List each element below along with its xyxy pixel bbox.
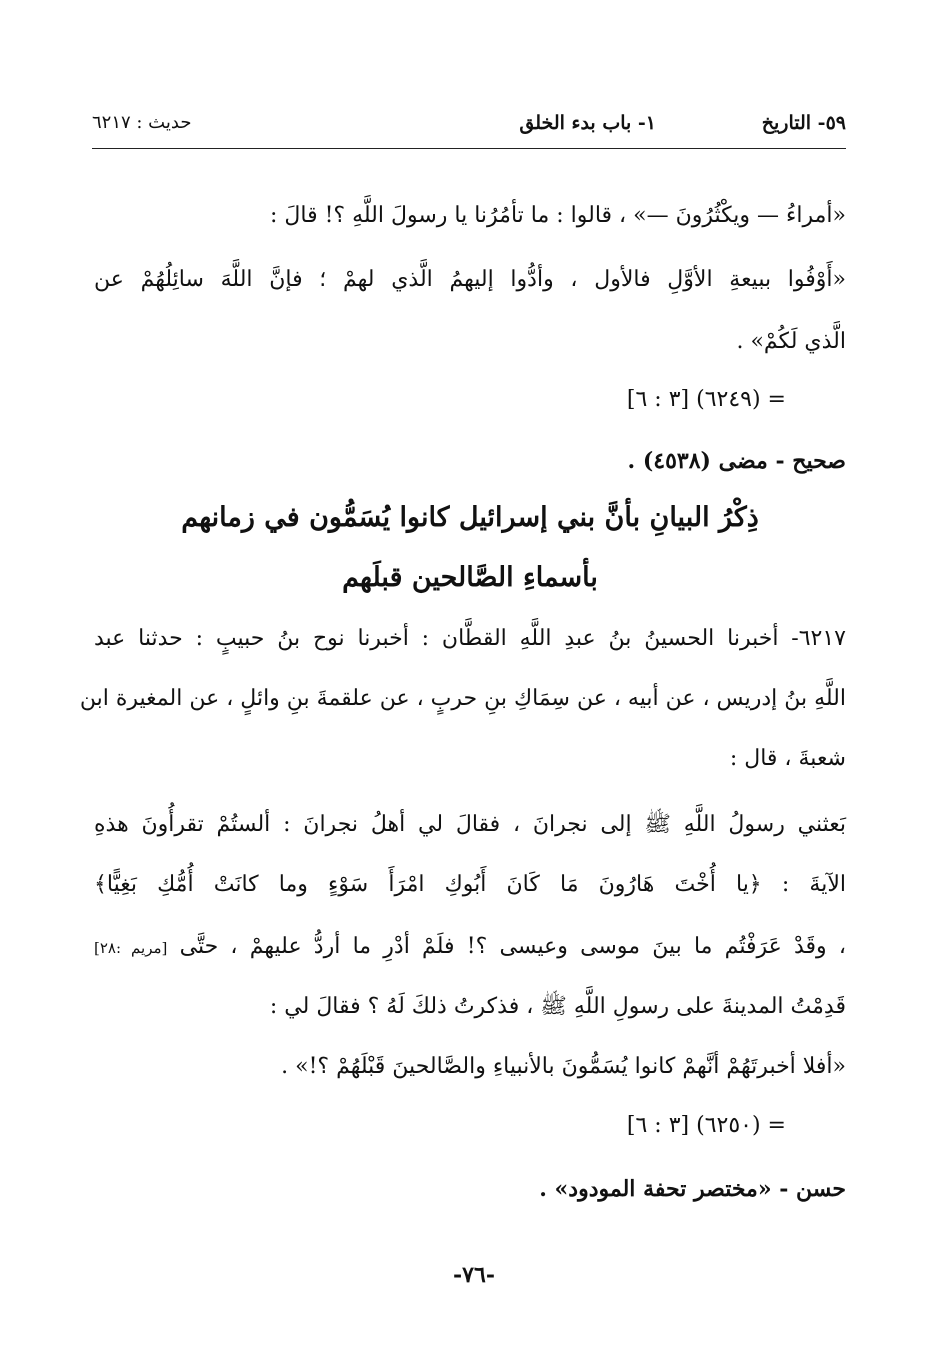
- matn-line: الآيةَ : ﴿يا أُخْتَ هَارُونَ مَا كَانَ أَبُوكِ امْرَأَ سَوْءٍ وما كانَتْ أُمُّكِ بَغِيًّا﴾: [94, 872, 846, 897]
- header-rule: [92, 148, 846, 149]
- header-chapter: ٥٩- التاريخ: [761, 112, 846, 134]
- page-number: -٧٦-: [453, 1262, 495, 1288]
- grading: صحيح - مضى (٤٥٣٨) .: [627, 448, 846, 474]
- matn-line: قَدِمْتُ المدينةَ على رسولِ اللَّهِ ﷺ ، فذكرتُ ذلكَ لَهُ ؟ فقالَ لي :: [269, 994, 846, 1019]
- header-section: ١- باب بدء الخلق: [519, 112, 656, 134]
- chapter-heading-line1: ذِكْرُ البيانِ بأنَّ بني إسرائيل كانوا يُسَمُّون في زمانهم: [181, 502, 759, 533]
- matn-line: [94, 931, 846, 964]
- matn-line: بَعثني رسولُ اللَّهِ ﷺ إلى نجرانَ ، فقالَ لي أهلُ نجرانَ : ألستُمْ تقرأُونَ هذهِ: [94, 812, 846, 837]
- header-hadith-ref: حديث : ٦٢١٧: [92, 112, 192, 133]
- quran-citation: [مريم :٢٨]: [94, 939, 168, 957]
- cross-reference: = (٦٢٥٠) [٣ : ٦]: [626, 1113, 786, 1138]
- isnad-line: ٦٢١٧- أخبرنا الحسينُ بنُ عبدِ اللَّهِ القطَّان : أخبرنا نوح بنُ حبيبٍ : حدثنا عبد: [94, 626, 846, 651]
- grading: حسن - «مختصر تحفة المودود» .: [539, 1176, 846, 1202]
- text-line: «أَوْفُوا ببيعةِ الأوَّلِ فالأول ، وأدُّوا إليهمُ الَّذي لهمْ ؛ فإنَّ اللَّهَ سائِلُهُمْ عن: [94, 267, 846, 292]
- isnad-line: اللَّهِ بنُ إدريس ، عن أبيه ، عن سِمَاكِ بنِ حربٍ ، عن علقمةَ بنِ وائلٍ ، عن المغيرة ابن: [79, 686, 846, 711]
- matn-text: ، وقَدْ عَرَفْتُم ما بينَ موسى وعيسى ؟! فلَمْ أدْرِ ما أردُّ عليهمْ ، حتَّى: [179, 934, 846, 959]
- running-header: [92, 112, 846, 142]
- text-line: الَّذي لَكُمْ» .: [736, 329, 846, 354]
- text-line: «أمراءُ — ويكْثُرُونَ —» ، قالوا : ما تأمُرُنا يا رسولَ اللَّهِ ؟! قالَ :: [269, 203, 846, 228]
- matn-line: «أفلا أخبرتَهُمْ أنَّهمْ كانوا يُسَمُّونَ بالأنبياءِ والصَّالحينَ قَبْلَهُمْ ؟!» .: [281, 1054, 846, 1079]
- isnad-line: شعبةَ ، قال :: [729, 746, 846, 771]
- hadith-6217: [79, 623, 846, 1223]
- cross-reference: = (٦٢٤٩) [٣ : ٦]: [626, 387, 786, 412]
- chapter-heading-line2: بأسماءِ الصَّالحين قبلَهم: [342, 562, 598, 593]
